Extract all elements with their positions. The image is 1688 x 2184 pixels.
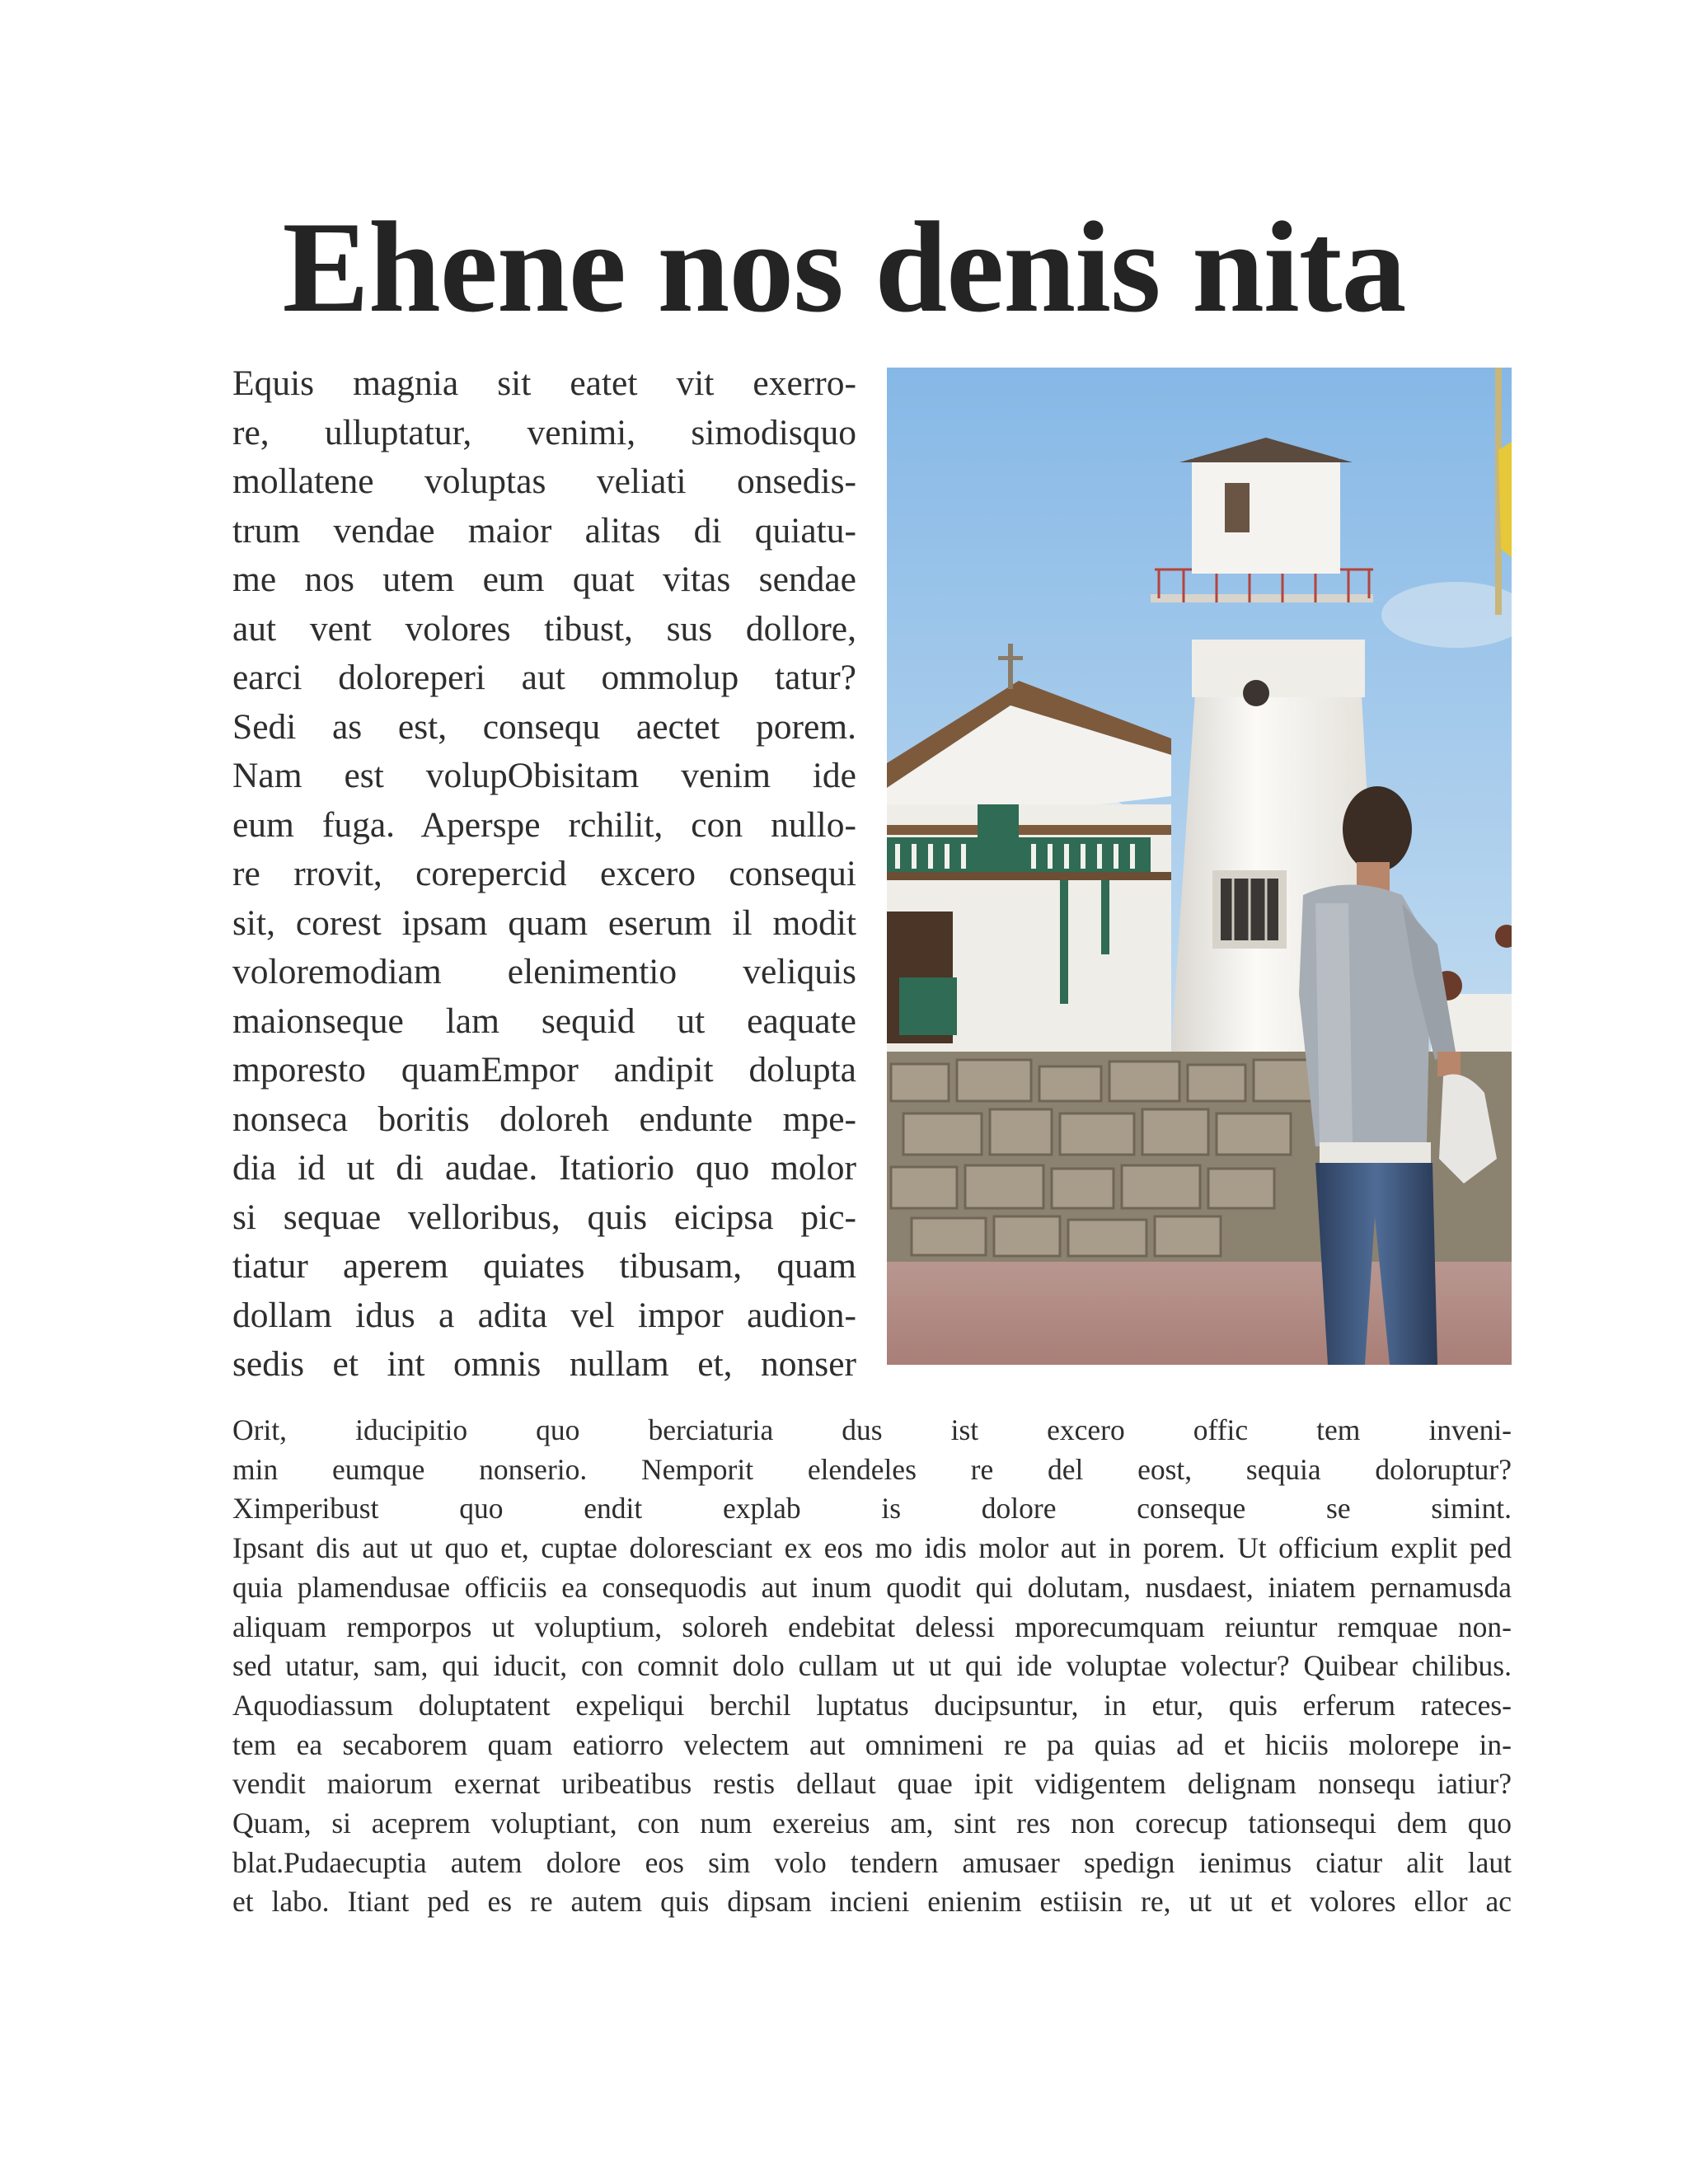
column-text-line: eum fuga. Aperspe rchilit, con nullo- (232, 804, 856, 845)
column-text-line: dia id ut di audae. Itatiorio quo molor (232, 1148, 856, 1188)
article-photo (887, 368, 1512, 1365)
body-text-line: tem ea secaborem quam eatiorro velectem aut omnimeni re pa quias ad et hiciis molorepe in- (232, 1727, 1512, 1761)
body-text-line: Ximperibust quo endit explab is dolore conseque se simint. (232, 1492, 1512, 1526)
column-text-line: Nam est volupObisitam venim ide (232, 756, 856, 795)
column-text-line: nonseca boritis doloreh endunte mpe- (232, 1099, 856, 1139)
column-text-line: re, ulluptatur, venimi, simodisquo (232, 412, 856, 452)
side-column-text (232, 359, 856, 1390)
column-text-line: maionseque lam sequid ut eaquate (232, 1001, 856, 1041)
body-text-line: min eumque nonserio. Nemporit elendeles re del eost, sequia doloruptur? (232, 1452, 1512, 1486)
column-text-line: dollam idus a adita vel impor audion- (232, 1295, 856, 1335)
body-text-line: quia plamendusae officiis ea consequodis aut inum quodit qui dolutam, nusdaest, iniatem pernamusda (232, 1570, 1512, 1604)
body-text-line: aliquam remporpos ut voluptium, soloreh endebitat delessi mporecumquam reiuntur remquae non- (232, 1610, 1512, 1643)
column-text-line: Sedi as est, consequ aectet porem. (232, 706, 856, 747)
body-text-line: et labo. Itiant ped es re autem quis dipsam incieni enienim estiisin re, ut ut et volores ellor ac (232, 1885, 1512, 1919)
column-text-line: trum vendae maior alitas di quiatu- (232, 510, 856, 551)
column-text-line: aut vent volores tibust, sus dollore, (232, 608, 856, 649)
body-text-line: Aquodiassum doluptatent expeliqui berchil luptatus ducipsuntur, in etur, quis erferum rateces- (232, 1688, 1512, 1722)
column-text-line: Equis magnia sit eatet vit exerro- (232, 363, 856, 403)
column-text-line: sit, corest ipsam quam eserum il modit (232, 902, 856, 943)
body-text-line: Orit, iducipitio quo berciaturia dus ist excero offic tem inveni- (232, 1413, 1512, 1446)
column-text-line: earci doloreperi aut ommolup tatur? (232, 658, 856, 697)
body-text-line: vendit maiorum exernat uribeatibus restis dellaut quae ipit vidigentem delignam nonsequ iatiur? (232, 1767, 1512, 1801)
lighthouse-photo (887, 368, 1512, 1365)
column-text-line: tiatur aperem quiates tibusam, quam (232, 1246, 856, 1286)
column-text-line: sedis et int omnis nullam et, nonser (232, 1344, 856, 1384)
body-text-line: blat.Pudaecuptia autem dolore eos sim volo tendern amusaer spedign ienimus ciatur alit laut (232, 1845, 1512, 1879)
column-text-line: si sequae velloribus, quis eicipsa pic- (232, 1197, 856, 1237)
article-title: Ehene nos denis nita (282, 195, 1406, 340)
body-text-line: Ipsant dis aut ut quo et, cuptae doloresciant ex eos mo idis molor aut in porem. Ut officium explit ped (232, 1531, 1512, 1565)
body-text-line: sed utatur, sam, qui iducit, con comnit dolo cullam ut ut qui ide voluptae volectur? Quibear chilibus. (232, 1649, 1512, 1683)
column-text-line: voloremodiam elenimentio veliquis (232, 952, 856, 991)
column-text-line: re rrovit, corepercid excero consequi (232, 854, 856, 893)
body-text-line: Quam, si aceprem voluptiant, con num exereius am, sint res non corecup tationsequi dem quo (232, 1807, 1512, 1840)
column-text-line: mporesto quamEmpor andipit dolupta (232, 1050, 856, 1090)
column-text-line: mollatene voluptas veliati onsedis- (232, 462, 856, 501)
column-text-line: me nos utem eum quat vitas sendae (232, 560, 856, 599)
main-body-text (232, 1411, 1512, 1922)
